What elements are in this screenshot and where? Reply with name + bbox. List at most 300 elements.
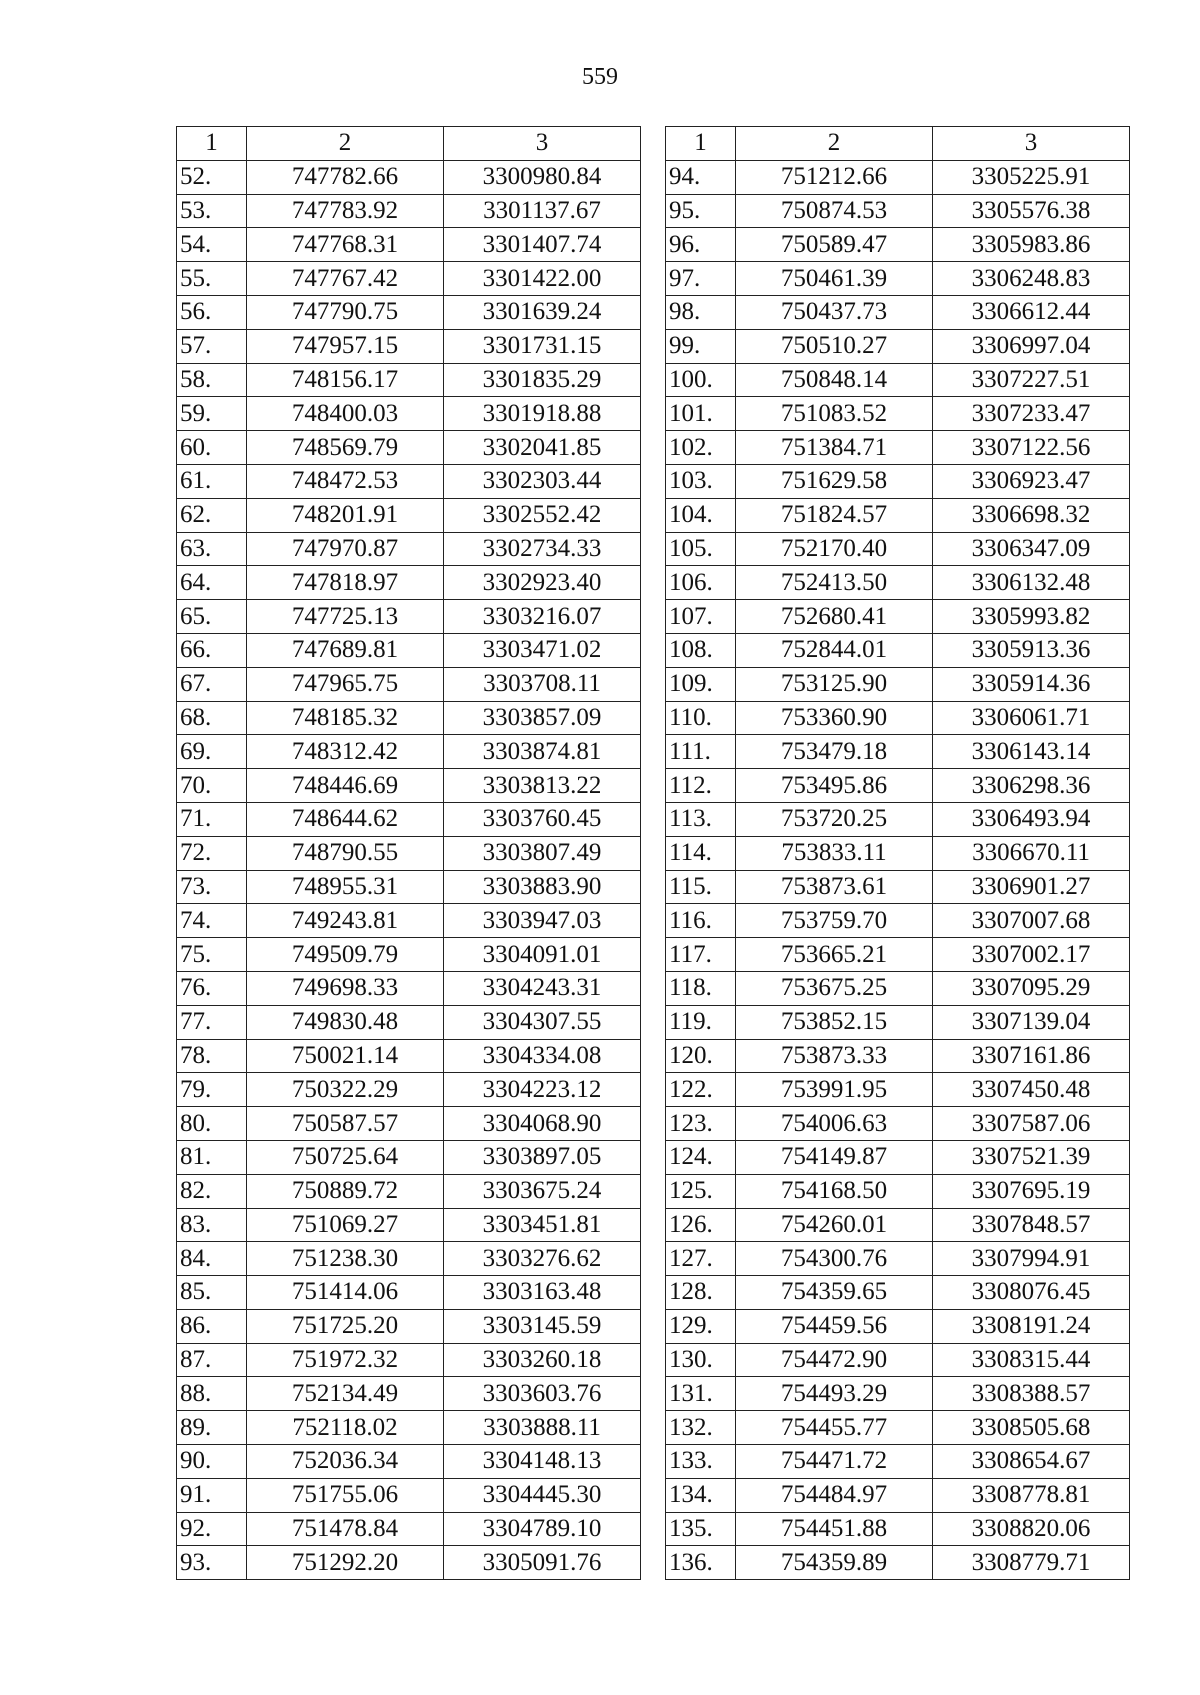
x-coordinate-cell: 748201.91 bbox=[247, 498, 444, 532]
point-number-cell: 109. bbox=[666, 667, 736, 701]
y-coordinate-cell: 3307095.29 bbox=[933, 971, 1130, 1005]
y-coordinate-cell: 3301835.29 bbox=[444, 363, 641, 397]
table-row bbox=[666, 160, 1130, 194]
y-coordinate-cell: 3305913.36 bbox=[933, 633, 1130, 667]
table-row bbox=[666, 1073, 1130, 1107]
y-coordinate-cell: 3307521.39 bbox=[933, 1140, 1130, 1174]
x-coordinate-cell: 753360.90 bbox=[736, 701, 933, 735]
point-number-cell: 101. bbox=[666, 397, 736, 431]
table-row bbox=[666, 1512, 1130, 1546]
y-coordinate-cell: 3307122.56 bbox=[933, 431, 1130, 465]
point-number-cell: 70. bbox=[177, 769, 247, 803]
table-row bbox=[666, 1242, 1130, 1276]
point-number-cell: 131. bbox=[666, 1377, 736, 1411]
y-coordinate-cell: 3303807.49 bbox=[444, 836, 641, 870]
x-coordinate-cell: 751384.71 bbox=[736, 431, 933, 465]
table-row bbox=[177, 600, 641, 634]
point-number-cell: 57. bbox=[177, 329, 247, 363]
point-number-cell: 54. bbox=[177, 228, 247, 262]
y-coordinate-cell: 3303947.03 bbox=[444, 904, 641, 938]
y-coordinate-cell: 3301731.15 bbox=[444, 329, 641, 363]
x-coordinate-cell: 748790.55 bbox=[247, 836, 444, 870]
point-number-cell: 53. bbox=[177, 194, 247, 228]
point-number-cell: 75. bbox=[177, 938, 247, 972]
point-number-cell: 133. bbox=[666, 1445, 736, 1479]
y-coordinate-cell: 3308505.68 bbox=[933, 1411, 1130, 1445]
table-row bbox=[177, 1073, 641, 1107]
point-number-cell: 112. bbox=[666, 769, 736, 803]
x-coordinate-cell: 747725.13 bbox=[247, 600, 444, 634]
point-number-cell: 82. bbox=[177, 1174, 247, 1208]
point-number-cell: 98. bbox=[666, 295, 736, 329]
table-row bbox=[666, 1140, 1130, 1174]
x-coordinate-cell: 752413.50 bbox=[736, 566, 933, 600]
table-row bbox=[666, 532, 1130, 566]
table-row bbox=[666, 1039, 1130, 1073]
point-number-cell: 55. bbox=[177, 262, 247, 296]
point-number-cell: 122. bbox=[666, 1073, 736, 1107]
point-number-cell: 86. bbox=[177, 1309, 247, 1343]
table-row bbox=[177, 1512, 641, 1546]
table-row bbox=[177, 431, 641, 465]
x-coordinate-cell: 753675.25 bbox=[736, 971, 933, 1005]
table-row bbox=[177, 464, 641, 498]
x-coordinate-cell: 751292.20 bbox=[247, 1546, 444, 1580]
y-coordinate-cell: 3300980.84 bbox=[444, 160, 641, 194]
point-number-cell: 90. bbox=[177, 1445, 247, 1479]
table-row bbox=[666, 329, 1130, 363]
y-coordinate-cell: 3302041.85 bbox=[444, 431, 641, 465]
x-coordinate-cell: 752170.40 bbox=[736, 532, 933, 566]
y-coordinate-cell: 3303163.48 bbox=[444, 1276, 641, 1310]
table-row bbox=[666, 228, 1130, 262]
table-header-row bbox=[666, 127, 1130, 161]
x-coordinate-cell: 750510.27 bbox=[736, 329, 933, 363]
table-row bbox=[177, 667, 641, 701]
table-row bbox=[177, 566, 641, 600]
x-coordinate-cell: 753833.11 bbox=[736, 836, 933, 870]
y-coordinate-cell: 3303813.22 bbox=[444, 769, 641, 803]
table-header-row bbox=[177, 127, 641, 161]
y-coordinate-cell: 3304223.12 bbox=[444, 1073, 641, 1107]
x-coordinate-cell: 754484.97 bbox=[736, 1478, 933, 1512]
x-coordinate-cell: 750322.29 bbox=[247, 1073, 444, 1107]
point-number-cell: 73. bbox=[177, 870, 247, 904]
column-header-2: 2 bbox=[247, 127, 444, 161]
y-coordinate-cell: 3301918.88 bbox=[444, 397, 641, 431]
point-number-cell: 81. bbox=[177, 1140, 247, 1174]
y-coordinate-cell: 3307139.04 bbox=[933, 1005, 1130, 1039]
point-number-cell: 67. bbox=[177, 667, 247, 701]
x-coordinate-cell: 748185.32 bbox=[247, 701, 444, 735]
point-number-cell: 104. bbox=[666, 498, 736, 532]
table-row bbox=[666, 836, 1130, 870]
x-coordinate-cell: 753665.21 bbox=[736, 938, 933, 972]
point-number-cell: 123. bbox=[666, 1107, 736, 1141]
y-coordinate-cell: 3307161.86 bbox=[933, 1039, 1130, 1073]
y-coordinate-cell: 3303874.81 bbox=[444, 735, 641, 769]
table-row bbox=[177, 329, 641, 363]
point-number-cell: 108. bbox=[666, 633, 736, 667]
table-row bbox=[666, 194, 1130, 228]
point-number-cell: 80. bbox=[177, 1107, 247, 1141]
point-number-cell: 66. bbox=[177, 633, 247, 667]
table-row bbox=[666, 938, 1130, 972]
x-coordinate-cell: 748955.31 bbox=[247, 870, 444, 904]
point-number-cell: 92. bbox=[177, 1512, 247, 1546]
y-coordinate-cell: 3304243.31 bbox=[444, 971, 641, 1005]
point-number-cell: 89. bbox=[177, 1411, 247, 1445]
table-row bbox=[177, 1174, 641, 1208]
point-number-cell: 111. bbox=[666, 735, 736, 769]
table-row bbox=[177, 836, 641, 870]
y-coordinate-cell: 3304334.08 bbox=[444, 1039, 641, 1073]
table-row bbox=[177, 971, 641, 1005]
table-row bbox=[177, 938, 641, 972]
x-coordinate-cell: 752118.02 bbox=[247, 1411, 444, 1445]
x-coordinate-cell: 754471.72 bbox=[736, 1445, 933, 1479]
table-row bbox=[177, 194, 641, 228]
y-coordinate-cell: 3306923.47 bbox=[933, 464, 1130, 498]
point-number-cell: 77. bbox=[177, 1005, 247, 1039]
table-row bbox=[177, 701, 641, 735]
table-row bbox=[666, 295, 1130, 329]
table-row bbox=[666, 1411, 1130, 1445]
table-row bbox=[666, 1208, 1130, 1242]
point-number-cell: 58. bbox=[177, 363, 247, 397]
y-coordinate-cell: 3306248.83 bbox=[933, 262, 1130, 296]
y-coordinate-cell: 3306901.27 bbox=[933, 870, 1130, 904]
table-row bbox=[177, 904, 641, 938]
point-number-cell: 65. bbox=[177, 600, 247, 634]
x-coordinate-cell: 753873.33 bbox=[736, 1039, 933, 1073]
x-coordinate-cell: 753495.86 bbox=[736, 769, 933, 803]
point-number-cell: 71. bbox=[177, 802, 247, 836]
x-coordinate-cell: 748446.69 bbox=[247, 769, 444, 803]
x-coordinate-cell: 747768.31 bbox=[247, 228, 444, 262]
point-number-cell: 119. bbox=[666, 1005, 736, 1039]
table-row bbox=[666, 802, 1130, 836]
point-number-cell: 115. bbox=[666, 870, 736, 904]
point-number-cell: 62. bbox=[177, 498, 247, 532]
table-row bbox=[177, 633, 641, 667]
point-number-cell: 64. bbox=[177, 566, 247, 600]
table-row bbox=[666, 870, 1130, 904]
x-coordinate-cell: 750889.72 bbox=[247, 1174, 444, 1208]
table-row bbox=[666, 431, 1130, 465]
y-coordinate-cell: 3307002.17 bbox=[933, 938, 1130, 972]
table-row bbox=[177, 363, 641, 397]
x-coordinate-cell: 753759.70 bbox=[736, 904, 933, 938]
table-row bbox=[666, 464, 1130, 498]
point-number-cell: 93. bbox=[177, 1546, 247, 1580]
x-coordinate-cell: 754459.56 bbox=[736, 1309, 933, 1343]
y-coordinate-cell: 3304445.30 bbox=[444, 1478, 641, 1512]
point-number-cell: 79. bbox=[177, 1073, 247, 1107]
x-coordinate-cell: 750874.53 bbox=[736, 194, 933, 228]
point-number-cell: 87. bbox=[177, 1343, 247, 1377]
point-number-cell: 84. bbox=[177, 1242, 247, 1276]
y-coordinate-cell: 3308076.45 bbox=[933, 1276, 1130, 1310]
y-coordinate-cell: 3303857.09 bbox=[444, 701, 641, 735]
table-row bbox=[666, 701, 1130, 735]
column-header-3: 3 bbox=[444, 127, 641, 161]
x-coordinate-cell: 749243.81 bbox=[247, 904, 444, 938]
column-header-2: 2 bbox=[736, 127, 933, 161]
x-coordinate-cell: 747783.92 bbox=[247, 194, 444, 228]
y-coordinate-cell: 3305993.82 bbox=[933, 600, 1130, 634]
y-coordinate-cell: 3308654.67 bbox=[933, 1445, 1130, 1479]
table-row bbox=[177, 1276, 641, 1310]
y-coordinate-cell: 3302303.44 bbox=[444, 464, 641, 498]
table-row bbox=[666, 363, 1130, 397]
table-row bbox=[177, 1478, 641, 1512]
x-coordinate-cell: 751069.27 bbox=[247, 1208, 444, 1242]
x-coordinate-cell: 751725.20 bbox=[247, 1309, 444, 1343]
table-row bbox=[177, 532, 641, 566]
point-number-cell: 107. bbox=[666, 600, 736, 634]
x-coordinate-cell: 748644.62 bbox=[247, 802, 444, 836]
x-coordinate-cell: 753991.95 bbox=[736, 1073, 933, 1107]
x-coordinate-cell: 754455.77 bbox=[736, 1411, 933, 1445]
point-number-cell: 125. bbox=[666, 1174, 736, 1208]
point-number-cell: 59. bbox=[177, 397, 247, 431]
y-coordinate-cell: 3303145.59 bbox=[444, 1309, 641, 1343]
point-number-cell: 105. bbox=[666, 532, 736, 566]
x-coordinate-cell: 752680.41 bbox=[736, 600, 933, 634]
point-number-cell: 126. bbox=[666, 1208, 736, 1242]
x-coordinate-cell: 750021.14 bbox=[247, 1039, 444, 1073]
y-coordinate-cell: 3307233.47 bbox=[933, 397, 1130, 431]
table-row bbox=[177, 870, 641, 904]
table-row bbox=[666, 1005, 1130, 1039]
y-coordinate-cell: 3301639.24 bbox=[444, 295, 641, 329]
point-number-cell: 132. bbox=[666, 1411, 736, 1445]
x-coordinate-cell: 751212.66 bbox=[736, 160, 933, 194]
table-row bbox=[177, 802, 641, 836]
x-coordinate-cell: 748569.79 bbox=[247, 431, 444, 465]
x-coordinate-cell: 750848.14 bbox=[736, 363, 933, 397]
point-number-cell: 76. bbox=[177, 971, 247, 1005]
y-coordinate-cell: 3307007.68 bbox=[933, 904, 1130, 938]
point-number-cell: 94. bbox=[666, 160, 736, 194]
x-coordinate-cell: 751755.06 bbox=[247, 1478, 444, 1512]
x-coordinate-cell: 749698.33 bbox=[247, 971, 444, 1005]
point-number-cell: 60. bbox=[177, 431, 247, 465]
table-row bbox=[177, 1039, 641, 1073]
x-coordinate-cell: 754472.90 bbox=[736, 1343, 933, 1377]
y-coordinate-cell: 3302552.42 bbox=[444, 498, 641, 532]
y-coordinate-cell: 3306298.36 bbox=[933, 769, 1130, 803]
point-number-cell: 72. bbox=[177, 836, 247, 870]
point-number-cell: 78. bbox=[177, 1039, 247, 1073]
x-coordinate-cell: 754359.65 bbox=[736, 1276, 933, 1310]
y-coordinate-cell: 3304068.90 bbox=[444, 1107, 641, 1141]
x-coordinate-cell: 747689.81 bbox=[247, 633, 444, 667]
table-row bbox=[666, 1276, 1130, 1310]
table-row bbox=[177, 397, 641, 431]
y-coordinate-cell: 3306698.32 bbox=[933, 498, 1130, 532]
point-number-cell: 120. bbox=[666, 1039, 736, 1073]
x-coordinate-cell: 752134.49 bbox=[247, 1377, 444, 1411]
point-number-cell: 116. bbox=[666, 904, 736, 938]
y-coordinate-cell: 3307227.51 bbox=[933, 363, 1130, 397]
y-coordinate-cell: 3303260.18 bbox=[444, 1343, 641, 1377]
x-coordinate-cell: 750589.47 bbox=[736, 228, 933, 262]
y-coordinate-cell: 3305225.91 bbox=[933, 160, 1130, 194]
x-coordinate-cell: 754006.63 bbox=[736, 1107, 933, 1141]
x-coordinate-cell: 754359.89 bbox=[736, 1546, 933, 1580]
y-coordinate-cell: 3307450.48 bbox=[933, 1073, 1130, 1107]
point-number-cell: 134. bbox=[666, 1478, 736, 1512]
point-number-cell: 135. bbox=[666, 1512, 736, 1546]
table-row bbox=[666, 904, 1130, 938]
table-row bbox=[666, 1309, 1130, 1343]
table-row bbox=[666, 262, 1130, 296]
y-coordinate-cell: 3308778.81 bbox=[933, 1478, 1130, 1512]
y-coordinate-cell: 3304091.01 bbox=[444, 938, 641, 972]
table-row bbox=[666, 1445, 1130, 1479]
x-coordinate-cell: 752036.34 bbox=[247, 1445, 444, 1479]
y-coordinate-cell: 3308388.57 bbox=[933, 1377, 1130, 1411]
x-coordinate-cell: 751972.32 bbox=[247, 1343, 444, 1377]
x-coordinate-cell: 753873.61 bbox=[736, 870, 933, 904]
y-coordinate-cell: 3305576.38 bbox=[933, 194, 1130, 228]
y-coordinate-cell: 3302734.33 bbox=[444, 532, 641, 566]
point-number-cell: 95. bbox=[666, 194, 736, 228]
table-row bbox=[666, 566, 1130, 600]
y-coordinate-cell: 3306132.48 bbox=[933, 566, 1130, 600]
x-coordinate-cell: 754260.01 bbox=[736, 1208, 933, 1242]
table-row bbox=[177, 160, 641, 194]
y-coordinate-cell: 3301137.67 bbox=[444, 194, 641, 228]
point-number-cell: 96. bbox=[666, 228, 736, 262]
y-coordinate-cell: 3308779.71 bbox=[933, 1546, 1130, 1580]
x-coordinate-cell: 751414.06 bbox=[247, 1276, 444, 1310]
table-row bbox=[666, 1478, 1130, 1512]
point-number-cell: 69. bbox=[177, 735, 247, 769]
x-coordinate-cell: 747970.87 bbox=[247, 532, 444, 566]
table-row bbox=[177, 1411, 641, 1445]
x-coordinate-cell: 754149.87 bbox=[736, 1140, 933, 1174]
point-number-cell: 113. bbox=[666, 802, 736, 836]
point-number-cell: 102. bbox=[666, 431, 736, 465]
table-row bbox=[666, 1174, 1130, 1208]
x-coordinate-cell: 747782.66 bbox=[247, 160, 444, 194]
x-coordinate-cell: 747767.42 bbox=[247, 262, 444, 296]
point-number-cell: 136. bbox=[666, 1546, 736, 1580]
x-coordinate-cell: 754168.50 bbox=[736, 1174, 933, 1208]
coordinates-table-right bbox=[665, 126, 1130, 1580]
point-number-cell: 91. bbox=[177, 1478, 247, 1512]
coordinates-table-left bbox=[176, 126, 641, 1580]
table-row bbox=[177, 262, 641, 296]
y-coordinate-cell: 3307695.19 bbox=[933, 1174, 1130, 1208]
x-coordinate-cell: 751083.52 bbox=[736, 397, 933, 431]
point-number-cell: 103. bbox=[666, 464, 736, 498]
table-row bbox=[177, 498, 641, 532]
y-coordinate-cell: 3303883.90 bbox=[444, 870, 641, 904]
y-coordinate-cell: 3303675.24 bbox=[444, 1174, 641, 1208]
table-row bbox=[177, 769, 641, 803]
x-coordinate-cell: 750587.57 bbox=[247, 1107, 444, 1141]
table-row bbox=[666, 633, 1130, 667]
x-coordinate-cell: 753852.15 bbox=[736, 1005, 933, 1039]
x-coordinate-cell: 749830.48 bbox=[247, 1005, 444, 1039]
y-coordinate-cell: 3305983.86 bbox=[933, 228, 1130, 262]
y-coordinate-cell: 3301422.00 bbox=[444, 262, 641, 296]
y-coordinate-cell: 3307587.06 bbox=[933, 1107, 1130, 1141]
x-coordinate-cell: 751478.84 bbox=[247, 1512, 444, 1546]
x-coordinate-cell: 753720.25 bbox=[736, 802, 933, 836]
table-row bbox=[177, 1445, 641, 1479]
table-row bbox=[177, 1546, 641, 1580]
point-number-cell: 83. bbox=[177, 1208, 247, 1242]
column-header-1: 1 bbox=[666, 127, 736, 161]
y-coordinate-cell: 3307994.91 bbox=[933, 1242, 1130, 1276]
table-row bbox=[666, 769, 1130, 803]
x-coordinate-cell: 753125.90 bbox=[736, 667, 933, 701]
y-coordinate-cell: 3301407.74 bbox=[444, 228, 641, 262]
table-row bbox=[666, 667, 1130, 701]
y-coordinate-cell: 3306493.94 bbox=[933, 802, 1130, 836]
y-coordinate-cell: 3303888.11 bbox=[444, 1411, 641, 1445]
point-number-cell: 74. bbox=[177, 904, 247, 938]
page-number: 559 bbox=[582, 64, 618, 90]
point-number-cell: 97. bbox=[666, 262, 736, 296]
table-row bbox=[177, 1107, 641, 1141]
x-coordinate-cell: 750461.39 bbox=[736, 262, 933, 296]
y-coordinate-cell: 3303897.05 bbox=[444, 1140, 641, 1174]
x-coordinate-cell: 750725.64 bbox=[247, 1140, 444, 1174]
point-number-cell: 128. bbox=[666, 1276, 736, 1310]
table-row bbox=[666, 600, 1130, 634]
table-row bbox=[177, 1140, 641, 1174]
point-number-cell: 68. bbox=[177, 701, 247, 735]
point-number-cell: 61. bbox=[177, 464, 247, 498]
y-coordinate-cell: 3306997.04 bbox=[933, 329, 1130, 363]
point-number-cell: 85. bbox=[177, 1276, 247, 1310]
y-coordinate-cell: 3302923.40 bbox=[444, 566, 641, 600]
x-coordinate-cell: 747790.75 bbox=[247, 295, 444, 329]
x-coordinate-cell: 751824.57 bbox=[736, 498, 933, 532]
table-row bbox=[177, 1377, 641, 1411]
table-row bbox=[177, 1309, 641, 1343]
point-number-cell: 99. bbox=[666, 329, 736, 363]
table-row bbox=[666, 397, 1130, 431]
table-row bbox=[666, 1546, 1130, 1580]
y-coordinate-cell: 3305091.76 bbox=[444, 1546, 641, 1580]
y-coordinate-cell: 3304148.13 bbox=[444, 1445, 641, 1479]
point-number-cell: 129. bbox=[666, 1309, 736, 1343]
y-coordinate-cell: 3308315.44 bbox=[933, 1343, 1130, 1377]
y-coordinate-cell: 3307848.57 bbox=[933, 1208, 1130, 1242]
point-number-cell: 56. bbox=[177, 295, 247, 329]
column-header-3: 3 bbox=[933, 127, 1130, 161]
x-coordinate-cell: 754451.88 bbox=[736, 1512, 933, 1546]
point-number-cell: 124. bbox=[666, 1140, 736, 1174]
point-number-cell: 127. bbox=[666, 1242, 736, 1276]
point-number-cell: 88. bbox=[177, 1377, 247, 1411]
x-coordinate-cell: 750437.73 bbox=[736, 295, 933, 329]
x-coordinate-cell: 747818.97 bbox=[247, 566, 444, 600]
y-coordinate-cell: 3306670.11 bbox=[933, 836, 1130, 870]
y-coordinate-cell: 3303471.02 bbox=[444, 633, 641, 667]
table-row bbox=[666, 498, 1130, 532]
column-header-1: 1 bbox=[177, 127, 247, 161]
table-row bbox=[177, 228, 641, 262]
point-number-cell: 110. bbox=[666, 701, 736, 735]
